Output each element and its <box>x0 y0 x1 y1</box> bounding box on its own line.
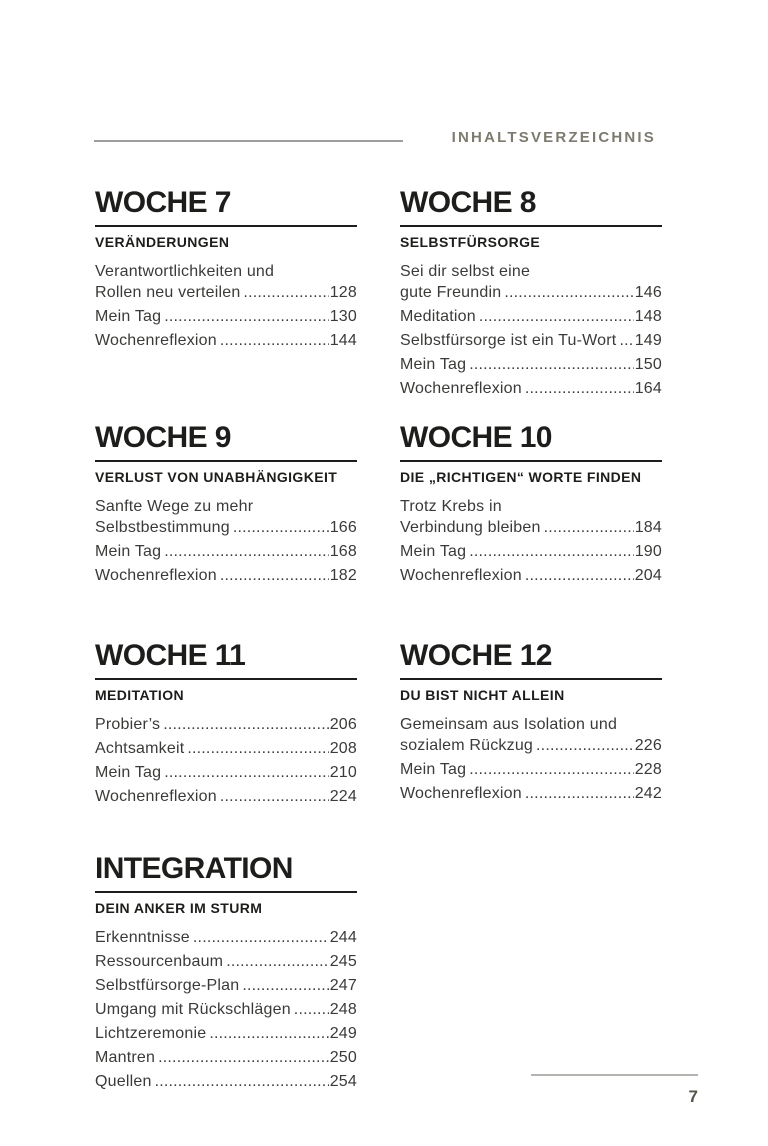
entry-label: Wochenreflexion <box>400 567 522 584</box>
dot-leader <box>544 517 634 538</box>
toc-entry <box>400 565 662 586</box>
entry-row <box>95 330 357 351</box>
entry-row <box>95 786 357 807</box>
entry-page-number: 254 <box>329 1073 357 1090</box>
dot-leader <box>525 565 634 586</box>
section-title: WOCHE 11 <box>95 641 357 680</box>
toc-entry <box>95 306 357 327</box>
section-title: WOCHE 9 <box>95 423 357 462</box>
entry-row <box>95 738 357 759</box>
page-title: INHALTSVERZEICHNIS <box>451 129 656 146</box>
entry-label: Mein Tag <box>400 761 467 778</box>
entry-page-number: 249 <box>329 1025 357 1042</box>
entry-label: Rollen neu verteilen <box>95 284 241 301</box>
entry-row <box>400 565 662 586</box>
entry-row <box>95 951 357 972</box>
toc-entry <box>400 783 662 804</box>
entry-page-number: 242 <box>634 785 662 802</box>
entry-list <box>400 261 662 399</box>
entry-label: Wochenreflexion <box>400 380 522 397</box>
dot-leader <box>158 1047 329 1068</box>
entry-label: Mein Tag <box>95 543 162 560</box>
entry-row <box>95 541 357 562</box>
section-title: INTEGRATION <box>95 854 357 893</box>
entry-row <box>400 330 662 351</box>
toc-entry <box>95 738 357 759</box>
section-woche-11 <box>95 641 357 810</box>
entry-label: Wochenreflexion <box>95 567 217 584</box>
entry-label: sozialem Rückzug <box>400 737 534 754</box>
entry-label: Selbstbestimmung <box>95 519 230 536</box>
toc-entry <box>400 496 662 538</box>
entry-page-number: 168 <box>329 543 357 560</box>
entry-label: Wochenreflexion <box>95 788 217 805</box>
entry-row <box>95 927 357 948</box>
dot-leader <box>220 330 329 351</box>
entry-page-number: 224 <box>329 788 357 805</box>
entry-label: Mein Tag <box>400 356 467 373</box>
toc-entry <box>400 541 662 562</box>
toc-entry <box>95 1023 357 1044</box>
entry-row <box>400 759 662 780</box>
dot-leader <box>469 354 633 375</box>
entry-label: Mantren <box>95 1049 156 1066</box>
entry-page-number: 248 <box>329 1001 357 1018</box>
entry-page-number: 204 <box>634 567 662 584</box>
entry-page-number: 210 <box>329 764 357 781</box>
entry-label-line: Verantwortlichkeiten und <box>95 263 275 280</box>
entry-row <box>400 735 662 756</box>
dot-leader <box>163 714 328 735</box>
entry-label: Selbstfürsorge-Plan <box>95 977 240 994</box>
dot-leader <box>220 786 329 807</box>
dot-leader <box>164 541 328 562</box>
entry-row <box>95 1047 357 1068</box>
toc-entry <box>95 330 357 351</box>
entry-label-line: Sei dir selbst eine <box>400 263 531 280</box>
entry-list <box>95 927 357 1092</box>
entry-label: Probier’s <box>95 716 161 733</box>
toc-entry <box>95 1047 357 1068</box>
section-subtitle: DEIN ANKER IM STURM <box>95 900 263 916</box>
entry-row <box>95 282 357 303</box>
entry-label-line: Sanfte Wege zu mehr <box>95 498 254 515</box>
entry-label: Mein Tag <box>400 543 467 560</box>
dot-leader <box>233 517 329 538</box>
dot-leader <box>294 999 329 1020</box>
entry-list <box>400 496 662 586</box>
entry-page-number: 206 <box>329 716 357 733</box>
entry-page-number: 244 <box>329 929 357 946</box>
dot-leader <box>536 735 634 756</box>
entry-page-number: 128 <box>329 284 357 301</box>
section-woche-12 <box>400 641 662 807</box>
dot-leader <box>525 783 634 804</box>
entry-page-number: 150 <box>634 356 662 373</box>
dot-leader <box>243 282 328 303</box>
entry-row <box>95 565 357 586</box>
section-subtitle: DU BIST NICHT ALLEIN <box>400 687 565 703</box>
entry-row <box>95 1023 357 1044</box>
entry-label: Mein Tag <box>95 308 162 325</box>
toc-entry <box>95 999 357 1020</box>
header-rule <box>94 140 403 142</box>
entry-page-number: 226 <box>634 737 662 754</box>
entry-list <box>95 261 357 351</box>
toc-entry <box>95 1071 357 1092</box>
dot-leader <box>504 282 633 303</box>
dot-leader <box>479 306 634 327</box>
dot-leader <box>619 330 633 351</box>
entry-page-number: 250 <box>329 1049 357 1066</box>
dot-leader <box>525 378 634 399</box>
toc-entry <box>95 786 357 807</box>
toc-entry <box>95 541 357 562</box>
section-subtitle: MEDITATION <box>95 687 185 703</box>
section-subtitle: SELBSTFÜRSORGE <box>400 234 541 250</box>
toc-entry <box>400 759 662 780</box>
dot-leader <box>469 541 633 562</box>
footer-rule <box>531 1074 698 1076</box>
entry-page-number: 182 <box>329 567 357 584</box>
entry-row <box>95 975 357 996</box>
dot-leader <box>220 565 329 586</box>
toc-entry <box>400 330 662 351</box>
entry-label: Achtsamkeit <box>95 740 185 757</box>
section-title: WOCHE 10 <box>400 423 662 462</box>
toc-entry <box>95 565 357 586</box>
entry-row <box>95 1071 357 1092</box>
dot-leader <box>226 951 329 972</box>
entry-page-number: 208 <box>329 740 357 757</box>
entry-label: Mein Tag <box>95 764 162 781</box>
entry-page-number: 184 <box>634 519 662 536</box>
entry-list <box>95 496 357 586</box>
entry-row <box>400 306 662 327</box>
entry-label: Selbstfürsorge ist ein Tu-Wort <box>400 332 617 349</box>
dot-leader <box>469 759 633 780</box>
section-woche-10 <box>400 423 662 589</box>
toc-entry <box>95 261 357 303</box>
section-woche-7 <box>95 188 357 354</box>
entry-page-number: 146 <box>634 284 662 301</box>
entry-row <box>400 282 662 303</box>
entry-label-line: Gemeinsam aus Isolation und <box>400 716 618 733</box>
toc-entry <box>400 306 662 327</box>
section-title: WOCHE 7 <box>95 188 357 227</box>
toc-entry <box>95 496 357 538</box>
entry-label: Umgang mit Rückschlägen <box>95 1001 291 1018</box>
section-subtitle: DIE „RICHTIGEN“ WORTE FINDEN <box>400 469 642 485</box>
entry-row <box>95 714 357 735</box>
dot-leader <box>187 738 328 759</box>
entry-row <box>95 306 357 327</box>
section-title: WOCHE 12 <box>400 641 662 680</box>
entry-page-number: 166 <box>329 519 357 536</box>
toc-entry <box>400 378 662 399</box>
entry-label: Wochenreflexion <box>400 785 522 802</box>
entry-page-number: 245 <box>329 953 357 970</box>
entry-label: Verbindung bleiben <box>400 519 541 536</box>
entry-page-number: 164 <box>634 380 662 397</box>
section-woche-9 <box>95 423 357 589</box>
toc-entry <box>400 261 662 303</box>
entry-label: Meditation <box>400 308 476 325</box>
dot-leader <box>164 762 328 783</box>
page-number: 7 <box>688 1087 698 1106</box>
section-woche-8 <box>400 188 662 402</box>
entry-row <box>95 999 357 1020</box>
entry-label: Erkenntnisse <box>95 929 190 946</box>
entry-row <box>400 378 662 399</box>
toc-entry <box>95 714 357 735</box>
section-subtitle: VERÄNDERUNGEN <box>95 234 230 250</box>
entry-label: Wochenreflexion <box>95 332 217 349</box>
entry-label: Ressourcenbaum <box>95 953 224 970</box>
entry-row <box>400 517 662 538</box>
entry-row <box>400 354 662 375</box>
entry-label: gute Freundin <box>400 284 502 301</box>
dot-leader <box>155 1071 329 1092</box>
entry-row <box>95 762 357 783</box>
entry-page-number: 144 <box>329 332 357 349</box>
entry-list <box>400 714 662 804</box>
section-title: WOCHE 8 <box>400 188 662 227</box>
toc-entry <box>400 714 662 756</box>
dot-leader <box>209 1023 328 1044</box>
dot-leader <box>193 927 329 948</box>
entry-page-number: 149 <box>634 332 662 349</box>
section-integration <box>95 854 357 1095</box>
dot-leader <box>242 975 328 996</box>
toc-entry <box>95 762 357 783</box>
entry-row <box>400 541 662 562</box>
entry-page-number: 130 <box>329 308 357 325</box>
toc-entry <box>95 951 357 972</box>
entry-label: Lichtzeremonie <box>95 1025 207 1042</box>
toc-entry <box>95 927 357 948</box>
entry-label: Quellen <box>95 1073 152 1090</box>
entry-page-number: 190 <box>634 543 662 560</box>
entry-label-line: Trotz Krebs in <box>400 498 502 515</box>
entry-page-number: 247 <box>329 977 357 994</box>
toc-entry <box>400 354 662 375</box>
entry-row <box>95 517 357 538</box>
dot-leader <box>164 306 328 327</box>
entry-page-number: 148 <box>634 308 662 325</box>
entry-page-number: 228 <box>634 761 662 778</box>
entry-row <box>400 783 662 804</box>
entry-list <box>95 714 357 807</box>
toc-entry <box>95 975 357 996</box>
section-subtitle: VERLUST VON UNABHÄNGIGKEIT <box>95 469 338 485</box>
